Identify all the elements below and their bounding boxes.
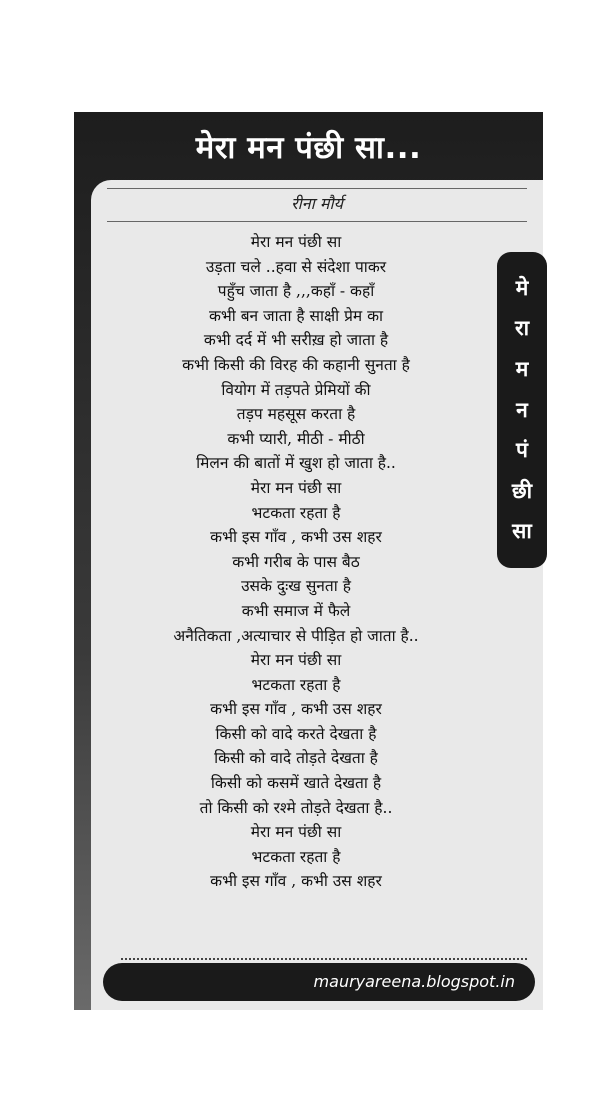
poem-line: उड़ता चले ..हवा से संदेशा पाकर [205,257,387,276]
vertical-title-char: रा [514,316,530,341]
poem-line: कभी किसी की विरह की कहानी सुनता है [182,355,410,374]
poem-line: किसी को वादे करते देखता है [215,724,377,743]
poem-line: भटकता रहता है [251,503,341,522]
vertical-title-char: पं [516,438,528,463]
vertical-title-tab [497,252,547,568]
title-bar [74,112,543,182]
vertical-title-char: सा [512,519,532,544]
blog-url-link[interactable]: mauryareena.blogspot.in [313,972,515,991]
footer-bar [103,963,535,1001]
poem-line: किसी को कसमें खाते देखता है [210,774,382,793]
poem-line: कभी गरीब के पास बैठ [232,552,360,571]
poem-line: वियोग में तड़पते प्रेमियों की [221,380,371,399]
dotted-divider [121,958,527,960]
poem-line: मेरा मन पंछी सा [250,233,342,251]
poem-body [121,230,471,894]
vertical-title-char: न [516,397,528,422]
vertical-title-char: मे [515,275,529,300]
poem-line: मेरा मन पंछी सा [250,823,342,842]
poem-line: कभी दर्द में भी सरीख़ हो जाता है [203,331,389,350]
poem-line: भटकता रहता है [251,847,341,866]
poem-line: कभी प्यारी, मीठी - मीठी [227,429,365,448]
poem-panel [91,180,543,1010]
divider-top [107,188,527,189]
vertical-title-char: छी [511,478,533,503]
poem-line: तड़प महसूस करता है [236,405,356,424]
poem-line: अनैतिकता ,अत्याचार से पीड़ित हो जाता है.. [173,626,419,645]
poem-card [74,112,543,1010]
vertical-title-char: म [515,356,529,381]
poem-line: कभी इस गाँव , कभी उस शहर [210,528,382,547]
poem-title: मेरा मन पंछी सा... [195,130,422,166]
poem-line: तो किसी को रश्मे तोड़ते देखता है.. [199,798,393,817]
poem-line: पहुँच जाता है ,,,कहाँ - कहाँ [217,282,375,301]
author-name: रीना मौर्य [291,194,343,213]
poem-line: भटकता रहता है [251,675,341,694]
divider-bottom [107,221,527,222]
poem-line: उसके दुःख सुनता है [241,577,351,596]
poem-line: किसी को वादे तोड़ते देखता है [214,749,378,768]
poem-line: मेरा मन पंछी सा [250,478,342,497]
poem-line: मिलन की बातों में खुश हो जाता है.. [196,454,396,473]
poem-line: कभी समाज में फैले [241,601,351,620]
poem-line: कभी इस गाँव , कभी उस शहर [210,700,382,719]
poem-line: कभी इस गाँव , कभी उस शहर [210,872,382,891]
poem-line: मेरा मन पंछी सा [250,651,342,670]
poem-line: कभी बन जाता है साक्षी प्रेम का [208,306,384,325]
